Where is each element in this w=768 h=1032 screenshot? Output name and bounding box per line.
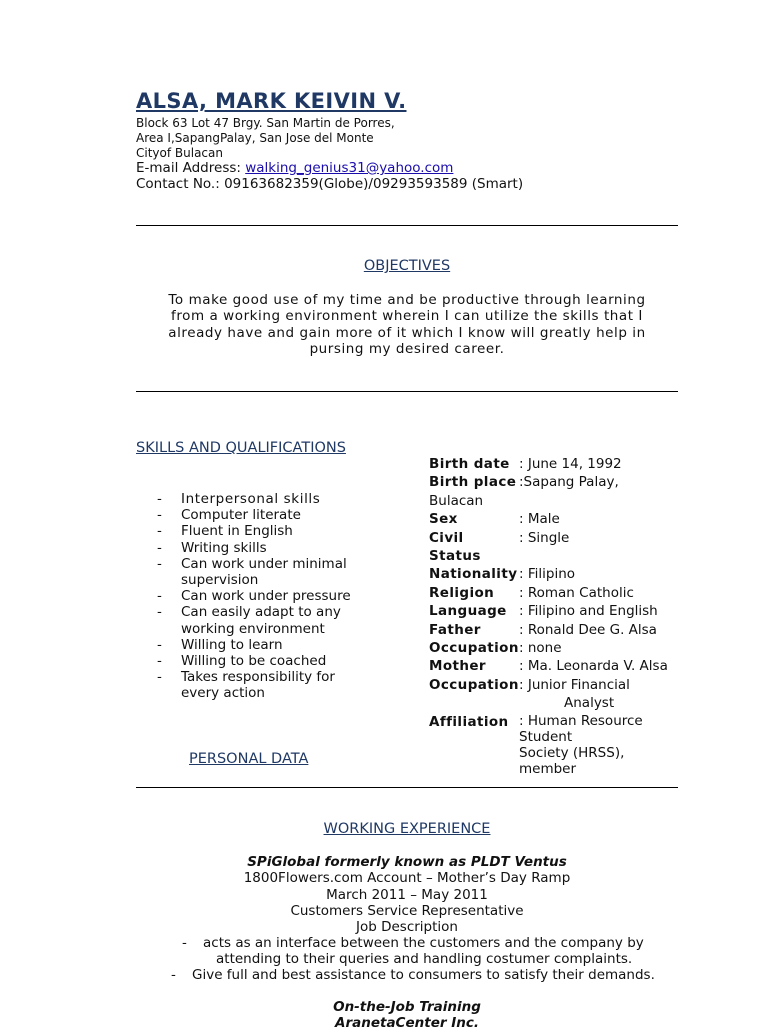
pd-row: Sex : Male [429,511,560,528]
skill-item: - Can work under pressure [157,588,351,604]
duty-dash: - [171,967,176,983]
address-line-1: Block 63 Lot 47 Brgy. San Martin de Porres, [136,116,395,130]
pd-row: Mother : Ma. Leonarda V. Alsa [429,658,668,675]
address-line-3: Cityof Bulacan [136,146,223,160]
pd-row: Analyst [564,695,615,712]
objective-line: already have and gain more of it which I know will greatly help in [168,324,646,341]
job-description-label: Job Description [356,919,458,936]
company-name: SPiGlobal formerly known as PLDT Ventus [247,854,567,870]
skill-item: - Fluent in English [157,523,351,539]
objective-line: from a working environment wherein I can utilize the skills that I [171,308,643,325]
pd-row: Birth date : June 14, 1992 [429,456,622,472]
pd-row: Nationality : Filipino [429,566,576,583]
pd-row: Occupation : none [429,640,562,657]
address-line-2: Area I,SapangPalay, San Jose del Monte [136,131,374,145]
pd-row: Father : Ronald Dee G. Alsa [429,621,657,638]
duty-dash: - [182,935,187,951]
pd-row: Language : Filipino and English [429,603,658,620]
pd-row: Religion : Roman Catholic [429,584,634,601]
work-period: March 2011 – May 2011 [326,886,488,903]
ojt-title: On-the-Job Training [333,999,481,1015]
ojt-company: AranetaCenter Inc. [335,1015,479,1032]
objectives-heading: OBJECTIVES [363,258,451,274]
skill-item: - Can work under minimal supervision [157,556,351,588]
skill-item: - Takes responsibility for every action [157,669,351,701]
ojt-block [136,999,678,1032]
pd-row: Civil Status : Single [429,529,570,565]
skill-item: - Interpersonal skills [157,491,351,507]
divider [136,787,678,788]
work-block [136,854,678,935]
pd-row: Bulacan [429,492,484,509]
pd-row: Affiliation : Human Resource Student Society (HRSS), member [429,712,643,778]
skill-item: - Writing skills [157,540,351,556]
pd-row: Birth place :Sapang Palay, [429,474,619,491]
skill-item: - Computer literate [157,507,351,523]
email-link[interactable]: walking_genius31@yahoo.com [245,160,454,176]
duty-item: acts as an interface between the customers and the company by [203,935,644,951]
work-heading: WORKING EXPERIENCE [323,821,491,837]
skills-heading: SKILLS AND QUALIFICATIONS [136,440,346,456]
skill-item: - Willing to learn [157,637,351,653]
personal-data-table [429,455,689,778]
personal-data-heading: PERSONAL DATA [189,751,309,767]
duty-item: Give full and best assistance to consumers to satisfy their demands. [192,967,655,983]
skills-list [157,491,351,702]
divider [136,391,678,392]
position-title: Customers Service Representative [290,902,524,919]
email-label: E-mail Address: [136,160,246,176]
skill-item: - Willing to be coached [157,653,351,669]
objective-line: To make good use of my time and be productive through learning [168,292,646,308]
email-line [136,160,453,176]
objective-line: pursing my desired career. [309,340,505,357]
objective-text [136,292,678,357]
account-name: 1800Flowers.com Account – Mother’s Day Ramp [243,870,571,887]
applicant-name: ALSA, MARK KEIVIN V. [136,89,407,113]
pd-row: Occupation : Junior Financial [429,676,630,693]
contact-number: Contact No.: 09163682359(Globe)/09293593589 (Smart) [136,176,524,192]
divider [136,225,678,226]
skill-item: - Can easily adapt to any working environment [157,604,351,636]
duty-item-cont: attending to their queries and handling costumer complaints. [216,951,633,967]
